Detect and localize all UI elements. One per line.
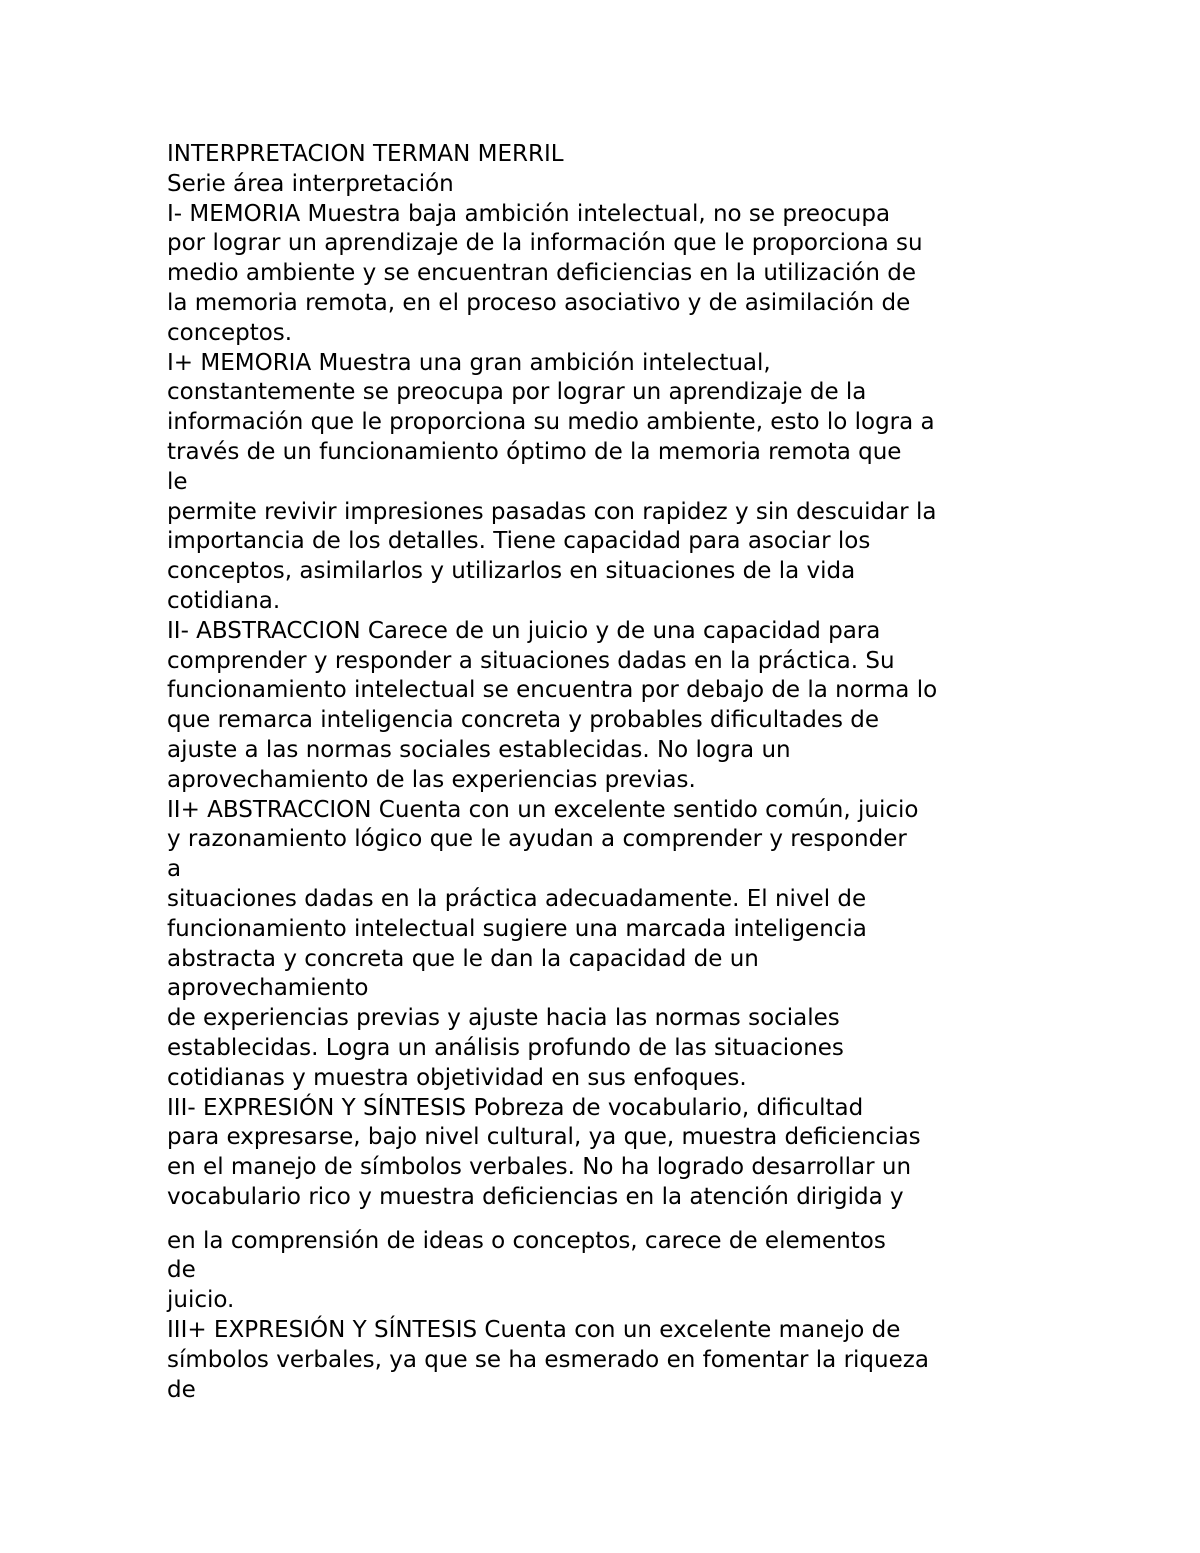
text-line: permite revivir impresiones pasadas con rapidez y sin descuidar la: [167, 498, 937, 525]
text-line: II- ABSTRACCION Carece de un juicio y de una capacidad para: [167, 617, 881, 644]
text-line: II+ ABSTRACCION Cuenta con un excelente sentido común, juicio: [167, 796, 919, 823]
text-line: III+ EXPRESIÓN Y SÍNTESIS Cuenta con un excelente manejo de: [167, 1317, 901, 1344]
document-subtitle: Serie área interpretación: [167, 170, 454, 197]
text-line: información que le proporciona su medio ambiente, esto lo logra a: [167, 409, 935, 436]
text-line: por lograr un aprendizaje de la información que le proporciona su: [167, 230, 923, 257]
text-line: a: [167, 856, 182, 883]
text-line: y razonamiento lógico que le ayudan a comprender y responder: [167, 826, 907, 853]
text-line: funcionamiento intelectual se encuentra por debajo de la norma lo: [167, 677, 938, 704]
text-line: la memoria remota, en el proceso asociativo y de asimilación de: [167, 289, 911, 316]
text-line: constantemente se preocupa por lograr un aprendizaje de la: [167, 379, 867, 406]
text-line: de: [167, 1257, 196, 1284]
text-line: abstracta y concreta que le dan la capacidad de un: [167, 945, 759, 972]
text-line: funcionamiento intelectual sugiere una marcada inteligencia: [167, 915, 867, 942]
text-line: conceptos, asimilarlos y utilizarlos en situaciones de la vida: [167, 558, 856, 585]
text-line: importancia de los detalles. Tiene capacidad para asociar los: [167, 528, 871, 555]
text-line: le: [167, 468, 188, 495]
text-line: I- MEMORIA Muestra baja ambición intelectual, no se preocupa: [167, 200, 891, 227]
text-line: en el manejo de símbolos verbales. No ha logrado desarrollar un: [167, 1154, 912, 1181]
text-line: III- EXPRESIÓN Y SÍNTESIS Pobreza de vocabulario, dificultad: [167, 1094, 864, 1121]
text-line: aprovechamiento de las experiencias previas.: [167, 766, 696, 793]
text-line: cotidiana.: [167, 587, 281, 614]
document-title: INTERPRETACION TERMAN MERRIL: [167, 141, 564, 167]
text-line: conceptos.: [167, 319, 293, 346]
text-line: para expresarse, bajo nivel cultural, ya que, muestra deficiencias: [167, 1124, 921, 1151]
text-line: medio ambiente y se encuentran deficiencias en la utilización de: [167, 260, 917, 287]
page-break-gap: [167, 1213, 1047, 1227]
text-line: ajuste a las normas sociales establecidas. No logra un: [167, 736, 791, 763]
text-line: través de un funcionamiento óptimo de la memoria remota que: [167, 438, 902, 465]
text-line: I+ MEMORIA Muestra una gran ambición intelectual,: [167, 349, 771, 376]
text-line: cotidianas y muestra objetividad en sus enfoques.: [167, 1064, 747, 1091]
text-line: en la comprensión de ideas o conceptos, carece de elementos: [167, 1227, 886, 1254]
text-line: de experiencias previas y ajuste hacia las normas sociales: [167, 1005, 840, 1032]
text-line: situaciones dadas en la práctica adecuadamente. El nivel de: [167, 885, 867, 912]
text-line: aprovechamiento: [167, 975, 369, 1002]
text-line: comprender y responder a situaciones dadas en la práctica. Su: [167, 647, 895, 674]
text-line: vocabulario rico y muestra deficiencias en la atención dirigida y: [167, 1183, 904, 1210]
text-line: que remarca inteligencia concreta y probables dificultades de: [167, 707, 880, 734]
text-line: establecidas. Logra un análisis profundo de las situaciones: [167, 1034, 844, 1061]
document-body: [167, 140, 1047, 1405]
text-line: juicio.: [167, 1287, 235, 1314]
text-line: símbolos verbales, ya que se ha esmerado en fomentar la riqueza: [167, 1346, 929, 1373]
text-line: de: [167, 1376, 196, 1403]
